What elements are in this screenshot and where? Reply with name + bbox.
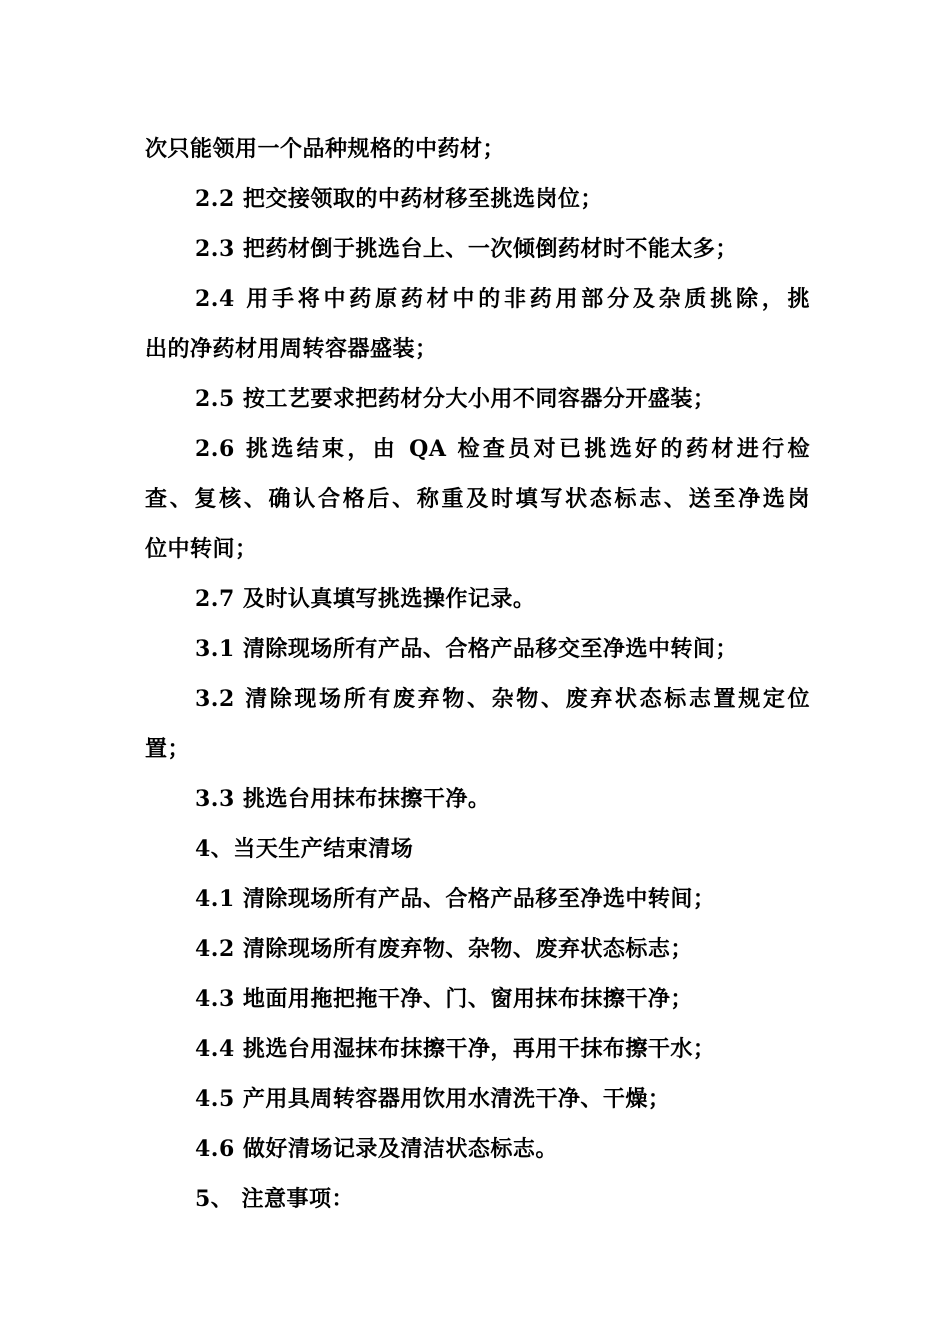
text-line: 2.5 按工艺要求把药材分大小用不同容器分开盛装； (195, 386, 716, 412)
text-line: 位中转间； (145, 536, 258, 562)
text-line: 3.3 挑选台用抹布抹擦干净。 (195, 786, 491, 812)
text-line: 4.3 地面用拖把拖干净、门、窗用抹布抹擦干净； (195, 986, 693, 1012)
text-line: 3.1 清除现场所有产品、合格产品移交至净选中转间； (195, 636, 738, 662)
text-line: 2.3 把药材倒于挑选台上、一次倾倒药材时不能太多； (195, 236, 738, 262)
text-line: 3.2 清除现场所有废弃物、杂物、废弃状态标志置规定位 (195, 686, 810, 712)
text-line: 置； (145, 736, 191, 762)
text-line: 4.5 产用具周转容器用饮用水清洗干净、干燥； (195, 1086, 671, 1112)
text-line: 查、复核、确认合格后、称重及时填写状态标志、送至净选岗 (145, 486, 810, 512)
text-line: 2.7 及时认真填写挑选操作记录。 (195, 586, 536, 612)
text-line: 2.6 挑选结束，由 QA 检查员对已挑选好的药材进行检 (195, 436, 810, 462)
text-line: 4.6 做好清场记录及清洁状态标志。 (195, 1136, 558, 1162)
text-line: 4.2 清除现场所有废弃物、杂物、废弃状态标志； (195, 936, 693, 962)
text-line: 2.2 把交接领取的中药材移至挑选岗位； (195, 186, 603, 212)
text-line: 出的净药材用周转容器盛装； (145, 336, 438, 362)
text-line: 4、当天生产结束清场 (195, 836, 414, 862)
text-line: 4.1 清除现场所有产品、合格产品移至净选中转间； (195, 886, 716, 912)
text-line: 2.4 用手将中药原药材中的非药用部分及杂质挑除，挑 (195, 286, 810, 312)
text-line: 5、 注意事项： (195, 1186, 354, 1212)
document-body (145, 124, 810, 1224)
text-line: 次只能领用一个品种规格的中药材； (145, 136, 506, 162)
text-line: 4.4 挑选台用湿抹布抹擦干净，再用干抹布擦干水； (195, 1036, 716, 1062)
